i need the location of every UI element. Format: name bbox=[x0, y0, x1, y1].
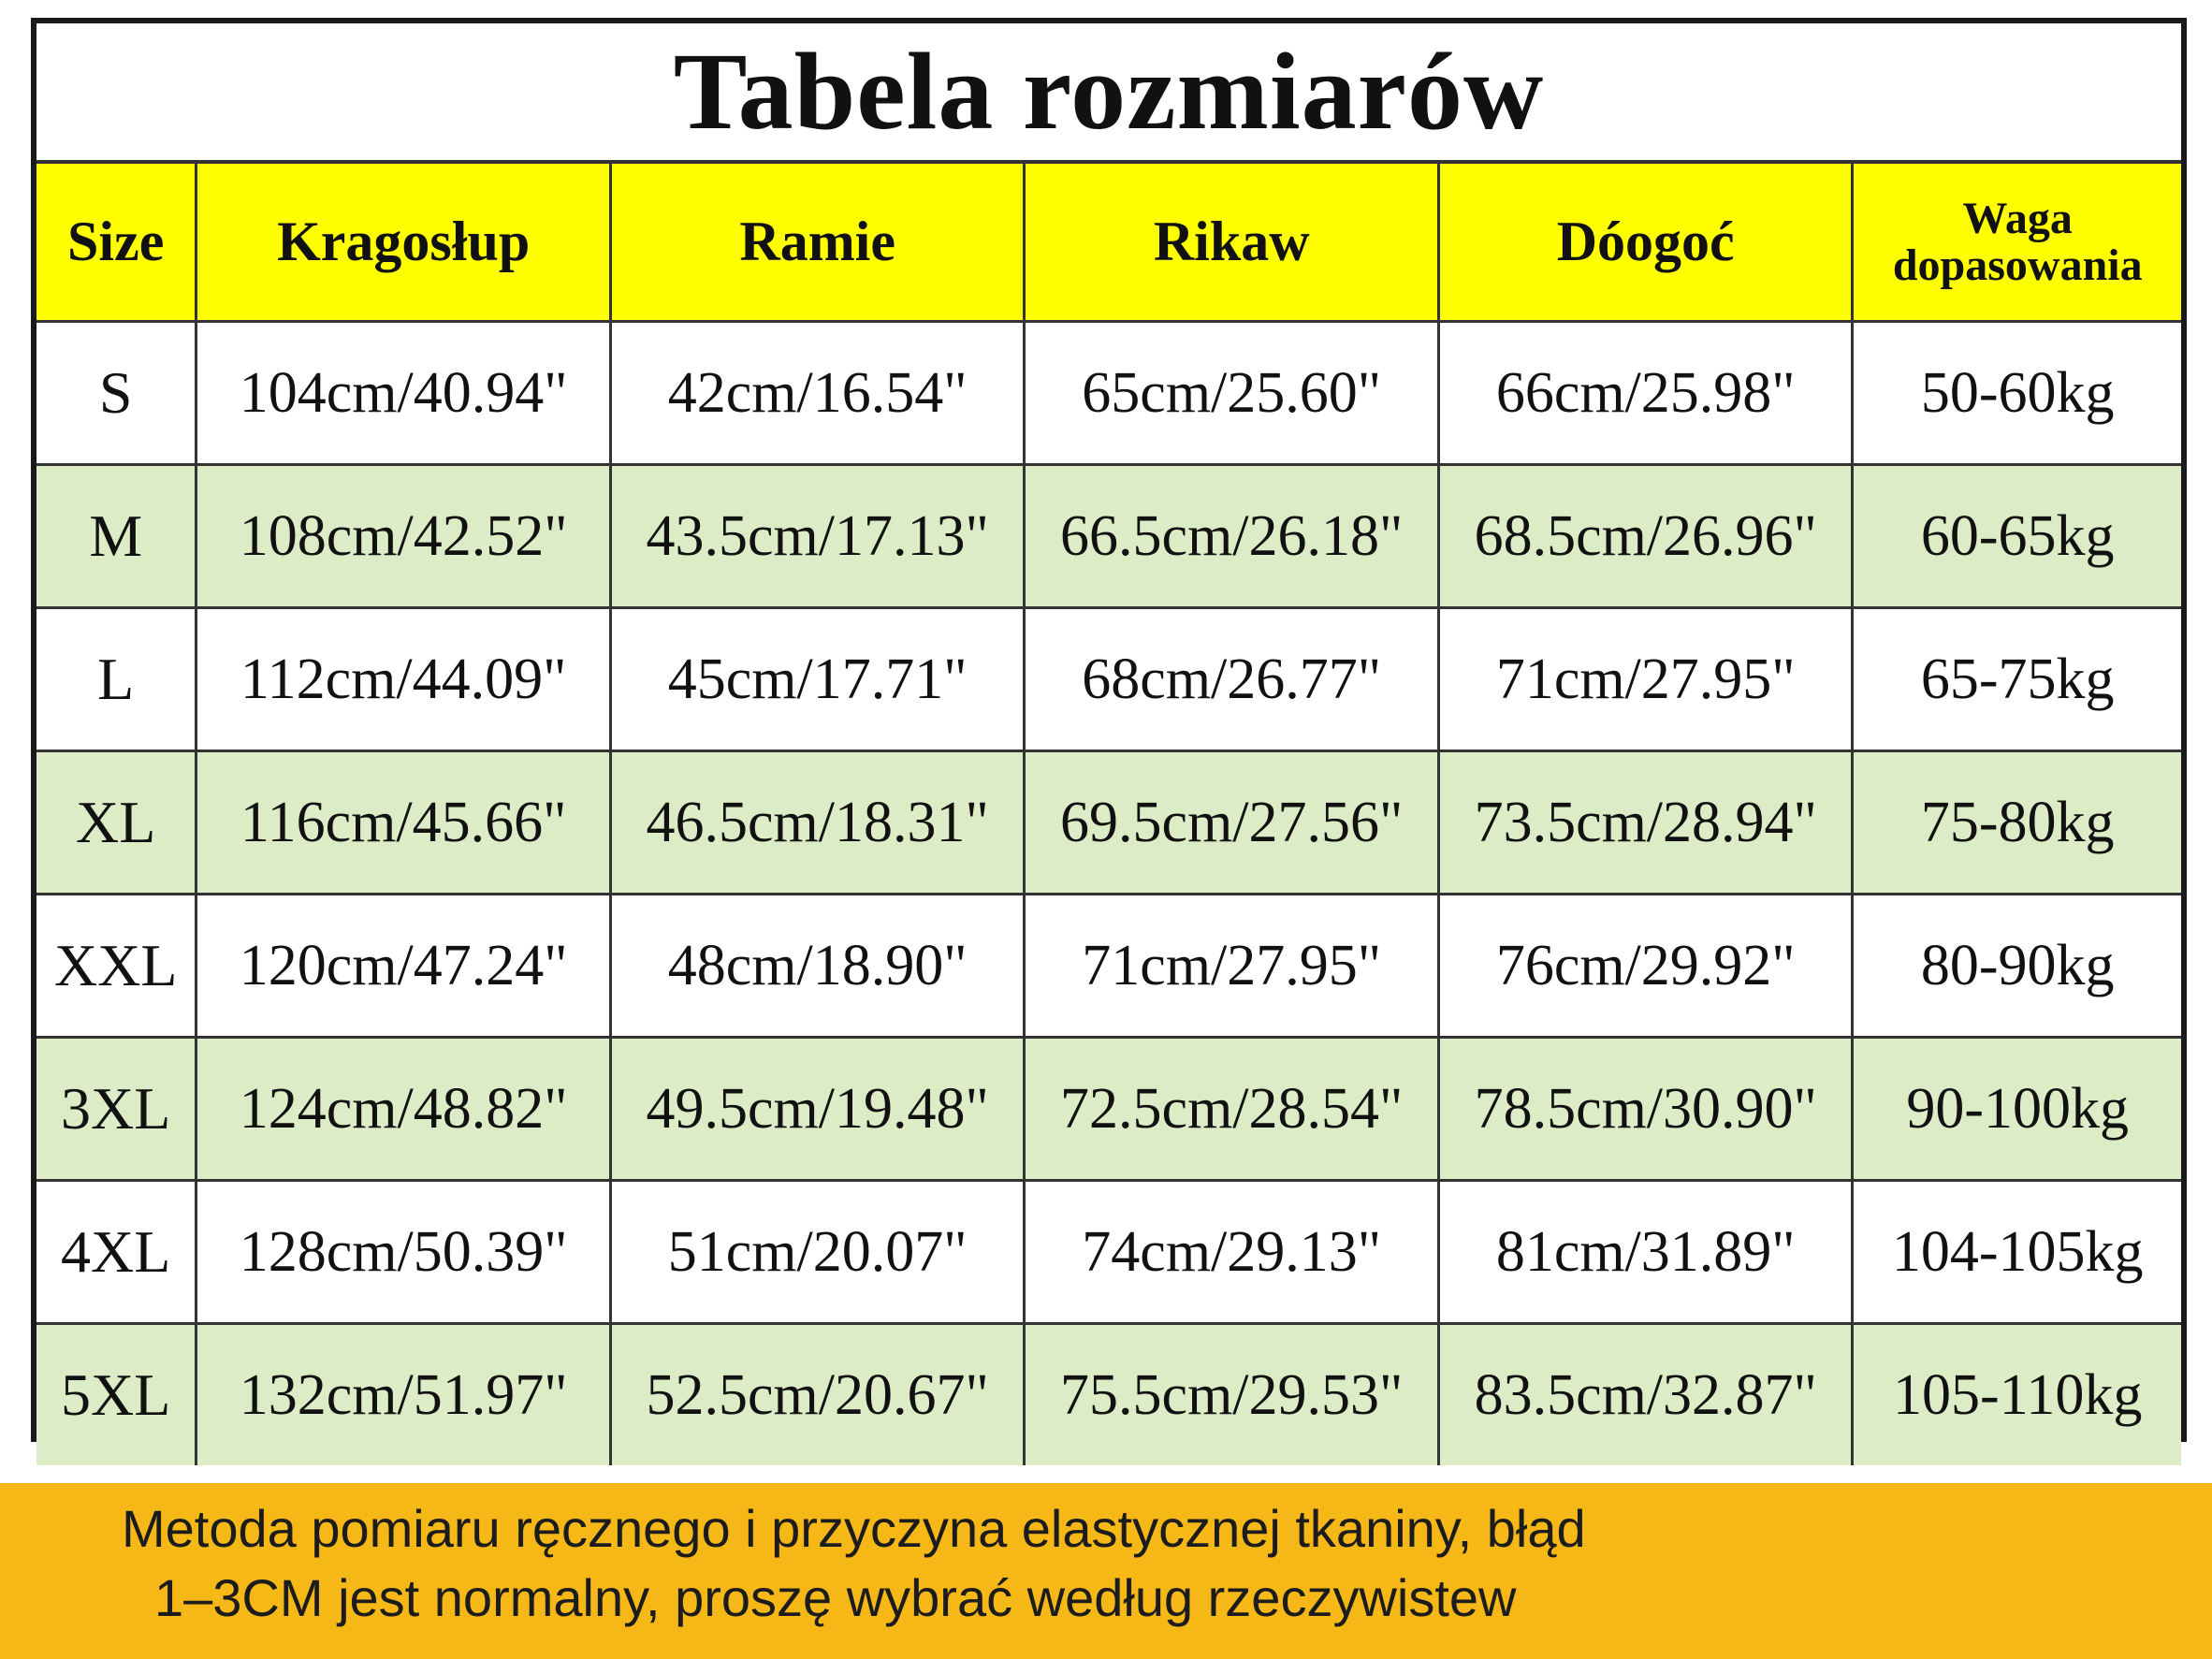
cell-weight: 104-105kg bbox=[1853, 1181, 2181, 1324]
cell-chest: 104cm/40.94" bbox=[196, 322, 611, 465]
cell-length: 76cm/29.92" bbox=[1438, 895, 1853, 1038]
note-line-2: 1–3CM jest normalny, proszę wybrać według rzeczywistew bbox=[154, 1568, 1517, 1627]
cell-weight: 75-80kg bbox=[1853, 751, 2181, 895]
cell-shoulder: 43.5cm/17.13" bbox=[610, 465, 1025, 608]
table-row bbox=[36, 608, 2181, 751]
cell-size: 3XL bbox=[36, 1038, 196, 1181]
cell-chest: 132cm/51.97" bbox=[196, 1324, 611, 1466]
table-row bbox=[36, 1181, 2181, 1324]
header-size: Size bbox=[36, 164, 196, 322]
cell-sleeve: 68cm/26.77" bbox=[1025, 608, 1439, 751]
cell-weight: 65-75kg bbox=[1853, 608, 2181, 751]
cell-chest: 128cm/50.39" bbox=[196, 1181, 611, 1324]
header-weight-line1: Waga bbox=[1962, 193, 2073, 243]
header-chest: Kragosłup bbox=[196, 164, 611, 322]
cell-sleeve: 72.5cm/28.54" bbox=[1025, 1038, 1439, 1181]
table-row bbox=[36, 1038, 2181, 1181]
cell-shoulder: 42cm/16.54" bbox=[610, 322, 1025, 465]
cell-chest: 124cm/48.82" bbox=[196, 1038, 611, 1181]
cell-weight: 50-60kg bbox=[1853, 322, 2181, 465]
cell-size: 4XL bbox=[36, 1181, 196, 1324]
cell-weight: 105-110kg bbox=[1853, 1324, 2181, 1466]
cell-sleeve: 75.5cm/29.53" bbox=[1025, 1324, 1439, 1466]
cell-weight: 60-65kg bbox=[1853, 465, 2181, 608]
cell-length: 83.5cm/32.87" bbox=[1438, 1324, 1853, 1466]
table-row bbox=[36, 895, 2181, 1038]
header-length: Dóogoć bbox=[1438, 164, 1853, 322]
cell-chest: 112cm/44.09" bbox=[196, 608, 611, 751]
cell-length: 73.5cm/28.94" bbox=[1438, 751, 1853, 895]
cell-weight: 90-100kg bbox=[1853, 1038, 2181, 1181]
cell-shoulder: 48cm/18.90" bbox=[610, 895, 1025, 1038]
size-chart bbox=[31, 18, 2187, 1442]
cell-sleeve: 69.5cm/27.56" bbox=[1025, 751, 1439, 895]
cell-length: 71cm/27.95" bbox=[1438, 608, 1853, 751]
cell-length: 81cm/31.89" bbox=[1438, 1181, 1853, 1324]
cell-shoulder: 45cm/17.71" bbox=[610, 608, 1025, 751]
cell-shoulder: 46.5cm/18.31" bbox=[610, 751, 1025, 895]
cell-length: 68.5cm/26.96" bbox=[1438, 465, 1853, 608]
cell-sleeve: 66.5cm/26.18" bbox=[1025, 465, 1439, 608]
size-table bbox=[36, 164, 2181, 1465]
cell-sleeve: 71cm/27.95" bbox=[1025, 895, 1439, 1038]
measurement-note bbox=[0, 1483, 2212, 1659]
cell-size: L bbox=[36, 608, 196, 751]
table-header-row bbox=[36, 164, 2181, 322]
cell-sleeve: 74cm/29.13" bbox=[1025, 1181, 1439, 1324]
cell-shoulder: 49.5cm/19.48" bbox=[610, 1038, 1025, 1181]
cell-chest: 120cm/47.24" bbox=[196, 895, 611, 1038]
cell-length: 66cm/25.98" bbox=[1438, 322, 1853, 465]
cell-shoulder: 52.5cm/20.67" bbox=[610, 1324, 1025, 1466]
table-row bbox=[36, 1324, 2181, 1466]
cell-length: 78.5cm/30.90" bbox=[1438, 1038, 1853, 1181]
cell-sleeve: 65cm/25.60" bbox=[1025, 322, 1439, 465]
cell-shoulder: 51cm/20.07" bbox=[610, 1181, 1025, 1324]
table-row bbox=[36, 751, 2181, 895]
cell-chest: 116cm/45.66" bbox=[196, 751, 611, 895]
cell-size: M bbox=[36, 465, 196, 608]
cell-chest: 108cm/42.52" bbox=[196, 465, 611, 608]
header-shoulder: Ramie bbox=[610, 164, 1025, 322]
chart-title: Tabela rozmiarów bbox=[36, 23, 2181, 164]
cell-size: S bbox=[36, 322, 196, 465]
cell-size: 5XL bbox=[36, 1324, 196, 1466]
table-row bbox=[36, 322, 2181, 465]
cell-weight: 80-90kg bbox=[1853, 895, 2181, 1038]
header-sleeve: Rikaw bbox=[1025, 164, 1439, 322]
cell-size: XXL bbox=[36, 895, 196, 1038]
cell-size: XL bbox=[36, 751, 196, 895]
header-weight bbox=[1853, 164, 2181, 322]
header-weight-line2: dopasowania bbox=[1892, 240, 2143, 290]
note-line-1: Metoda pomiaru ręcznego i przyczyna elastycznej tkaniny, błąd bbox=[122, 1499, 1586, 1558]
table-row bbox=[36, 465, 2181, 608]
